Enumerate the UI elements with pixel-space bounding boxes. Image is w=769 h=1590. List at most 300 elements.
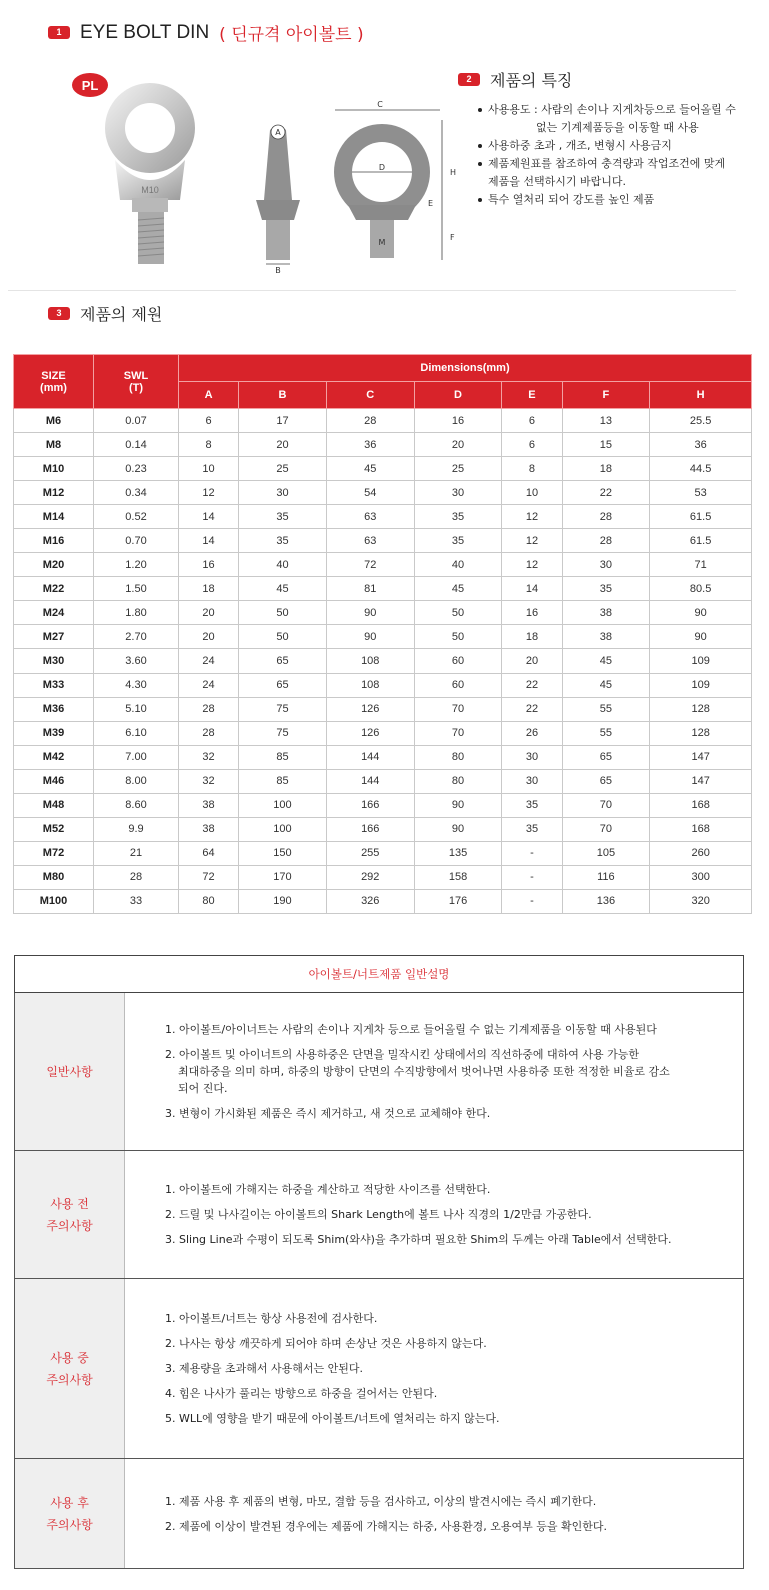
value-cell: 168 — [650, 793, 752, 817]
value-cell: 63 — [326, 529, 414, 553]
label-a: A — [275, 128, 281, 137]
value-cell: 6 — [179, 409, 239, 433]
value-cell: 8 — [179, 433, 239, 457]
value-cell: 25.5 — [650, 409, 752, 433]
value-cell: 14 — [179, 505, 239, 529]
value-cell: 147 — [650, 745, 752, 769]
value-cell: 28 — [326, 409, 414, 433]
value-cell: 63 — [326, 505, 414, 529]
value-cell: 126 — [326, 721, 414, 745]
value-cell: 126 — [326, 697, 414, 721]
size-cell: M14 — [14, 505, 94, 529]
value-cell: 80 — [414, 769, 502, 793]
table-row — [14, 697, 752, 721]
feature-item — [478, 191, 758, 209]
value-cell: 22 — [502, 697, 562, 721]
value-cell: 32 — [179, 745, 239, 769]
value-cell: 60 — [414, 673, 502, 697]
product-subtitle: ( 딘규격 아이볼트 ) — [219, 25, 364, 45]
feature-text: 제품제원표를 참조하여 충격량과 작업조건에 맞게 — [488, 157, 726, 170]
side-view-drawing — [256, 125, 300, 275]
value-cell: 166 — [326, 793, 414, 817]
value-cell: 128 — [650, 721, 752, 745]
features-heading: 제품의 특징 — [490, 71, 573, 90]
value-cell: 85 — [239, 769, 327, 793]
value-cell: 10 — [502, 481, 562, 505]
value-cell: 20 — [414, 433, 502, 457]
value-cell: 21 — [94, 841, 179, 865]
dim-col-e: E — [502, 382, 562, 409]
general-section-row — [15, 993, 744, 1151]
value-cell: 100 — [239, 793, 327, 817]
value-cell: 4.30 — [94, 673, 179, 697]
size-cell: M48 — [14, 793, 94, 817]
value-cell: 128 — [650, 697, 752, 721]
value-cell: 108 — [326, 649, 414, 673]
section-2-title — [458, 68, 572, 91]
item-line: 최대하중을 의미 하며, 하중의 방향이 단면의 수직방향에서 벗어나면 사용하중 또한 적정한 비율로 감소 — [178, 1065, 670, 1078]
value-cell: 54 — [326, 481, 414, 505]
value-cell: 158 — [414, 865, 502, 889]
value-cell: 50 — [239, 601, 327, 625]
item-line: 3. 변형이 가시화된 제품은 즉시 제거하고, 새 것으로 교체해야 한다. — [165, 1107, 491, 1120]
value-cell: 36 — [326, 433, 414, 457]
section-label-line: 사용 중 — [50, 1350, 89, 1365]
value-cell: 1.50 — [94, 577, 179, 601]
value-cell: 72 — [179, 865, 239, 889]
value-cell: 85 — [239, 745, 327, 769]
value-cell: 90 — [326, 625, 414, 649]
value-cell: 30 — [562, 553, 650, 577]
value-cell: 8.00 — [94, 769, 179, 793]
value-cell: 70 — [414, 721, 502, 745]
item-line: 되어 진다. — [178, 1082, 228, 1095]
dim-col-f: F — [562, 382, 650, 409]
item-line: 1. 아이볼트/너트는 항상 사용전에 검사한다. — [165, 1312, 378, 1325]
swl-header: SWL (T) — [94, 355, 179, 409]
value-cell: 12 — [502, 505, 562, 529]
size-cell: M72 — [14, 841, 94, 865]
value-cell: 0.23 — [94, 457, 179, 481]
value-cell: 15 — [562, 433, 650, 457]
table-row — [14, 529, 752, 553]
value-cell: 100 — [239, 817, 327, 841]
dim-col-b: B — [239, 382, 327, 409]
label-b: B — [275, 266, 281, 275]
value-cell: 35 — [562, 577, 650, 601]
general-section-row — [15, 1151, 744, 1279]
list-item — [165, 1335, 733, 1352]
value-cell: 45 — [562, 673, 650, 697]
value-cell: 28 — [179, 697, 239, 721]
value-cell: 166 — [326, 817, 414, 841]
label-e: E — [428, 199, 434, 208]
value-cell: 80.5 — [650, 577, 752, 601]
value-cell: 8.60 — [94, 793, 179, 817]
general-section-row — [15, 1279, 744, 1459]
value-cell: 90 — [414, 793, 502, 817]
value-cell: 22 — [562, 481, 650, 505]
general-section-label — [15, 1151, 125, 1279]
table-row — [14, 889, 752, 913]
section-label-line: 일반사항 — [46, 1064, 93, 1079]
value-cell: 90 — [326, 601, 414, 625]
value-cell: 18 — [562, 457, 650, 481]
value-cell: 14 — [179, 529, 239, 553]
value-cell: 30 — [414, 481, 502, 505]
value-cell: 18 — [179, 577, 239, 601]
table-row — [14, 601, 752, 625]
value-cell: 26 — [502, 721, 562, 745]
value-cell: 13 — [562, 409, 650, 433]
value-cell: 0.70 — [94, 529, 179, 553]
value-cell: 35 — [414, 505, 502, 529]
list-item — [165, 1410, 733, 1427]
value-cell: 12 — [502, 553, 562, 577]
table-row — [14, 457, 752, 481]
value-cell: 45 — [414, 577, 502, 601]
size-header: SIZE (mm) — [14, 355, 94, 409]
general-section-body — [125, 1151, 744, 1279]
value-cell: 53 — [650, 481, 752, 505]
value-cell: 65 — [562, 745, 650, 769]
eye-bolt-drawing — [60, 60, 460, 280]
item-line: 3. 제용량을 초과해서 사용해서는 안된다. — [165, 1362, 363, 1375]
size-cell: M42 — [14, 745, 94, 769]
size-cell: M24 — [14, 601, 94, 625]
list-item — [165, 1021, 733, 1038]
value-cell: 40 — [414, 553, 502, 577]
value-cell: 20 — [179, 601, 239, 625]
size-cell: M80 — [14, 865, 94, 889]
value-cell: 144 — [326, 745, 414, 769]
value-cell: 28 — [179, 721, 239, 745]
value-cell: 65 — [239, 649, 327, 673]
section-1-title — [48, 20, 364, 45]
size-cell: M27 — [14, 625, 94, 649]
label-f: F — [450, 233, 455, 242]
section-label-line: 주의사항 — [46, 1372, 93, 1387]
pl-logo — [72, 73, 108, 97]
item-line: 1. 아이볼트에 가해지는 하중을 계산하고 적당한 사이즈를 선택한다. — [165, 1183, 491, 1196]
value-cell: 10 — [179, 457, 239, 481]
value-cell: 255 — [326, 841, 414, 865]
value-cell: 35 — [239, 505, 327, 529]
value-cell: 65 — [239, 673, 327, 697]
value-cell: 55 — [562, 721, 650, 745]
value-cell: 45 — [326, 457, 414, 481]
value-cell: 20 — [179, 625, 239, 649]
value-cell: 6 — [502, 433, 562, 457]
value-cell: 35 — [502, 817, 562, 841]
general-info-title: 아이볼트/너트제품 일반설명 — [15, 956, 744, 993]
list-item — [165, 1385, 733, 1402]
value-cell: 38 — [562, 601, 650, 625]
general-section-body — [125, 1279, 744, 1459]
table-row — [14, 649, 752, 673]
value-cell: 75 — [239, 721, 327, 745]
value-cell: 12 — [502, 529, 562, 553]
value-cell: 36 — [650, 433, 752, 457]
general-section-body — [125, 993, 744, 1151]
value-cell: 0.34 — [94, 481, 179, 505]
front-view-drawing — [334, 100, 456, 260]
size-cell: M12 — [14, 481, 94, 505]
value-cell: 6.10 — [94, 721, 179, 745]
value-cell: 33 — [94, 889, 179, 913]
value-cell: 260 — [650, 841, 752, 865]
size-cell: M33 — [14, 673, 94, 697]
value-cell: 28 — [562, 505, 650, 529]
value-cell: 105 — [562, 841, 650, 865]
value-cell: 136 — [562, 889, 650, 913]
list-item — [165, 1360, 733, 1377]
value-cell: 45 — [562, 649, 650, 673]
value-cell: 30 — [502, 769, 562, 793]
value-cell: 90 — [414, 817, 502, 841]
spec-table — [13, 354, 752, 914]
value-cell: 28 — [94, 865, 179, 889]
bolt-mark-text: M10 — [141, 185, 159, 195]
value-cell: 24 — [179, 673, 239, 697]
value-cell: 108 — [326, 673, 414, 697]
value-cell: 16 — [414, 409, 502, 433]
item-line: 2. 제품에 이상이 발견된 경우에는 제품에 가해지는 하중, 사용환경, 오용여부 등을 확인한다. — [165, 1519, 607, 1533]
value-cell: 38 — [179, 817, 239, 841]
value-cell: 144 — [326, 769, 414, 793]
value-cell: 50 — [414, 625, 502, 649]
size-cell: M10 — [14, 457, 94, 481]
dim-col-d: D — [414, 382, 502, 409]
value-cell: 5.10 — [94, 697, 179, 721]
value-cell: 8 — [502, 457, 562, 481]
divider — [8, 290, 736, 291]
value-cell: 0.07 — [94, 409, 179, 433]
size-cell: M46 — [14, 769, 94, 793]
table-row — [14, 673, 752, 697]
dimensions-header: Dimensions(mm) — [179, 355, 752, 382]
value-cell: 32 — [179, 769, 239, 793]
value-cell: 72 — [326, 553, 414, 577]
dim-col-a: A — [179, 382, 239, 409]
product-title: EYE BOLT DIN — [80, 21, 210, 43]
item-line: 2. 드릴 및 나사길이는 아이볼트의 Shark Length에 볼트 나사 직경의 1/2만큼 가공한다. — [165, 1208, 592, 1221]
feature-item — [478, 101, 758, 137]
spec-heading: 제품의 제원 — [80, 305, 163, 324]
section-label-line: 사용 후 — [50, 1495, 89, 1510]
general-section-row — [15, 1459, 744, 1569]
general-section-label — [15, 1279, 125, 1459]
value-cell: 9.9 — [94, 817, 179, 841]
value-cell: 64 — [179, 841, 239, 865]
table-row — [14, 841, 752, 865]
value-cell: 0.52 — [94, 505, 179, 529]
value-cell: 24 — [179, 649, 239, 673]
feature-text: 사용하중 초과 , 개조, 변형시 사용금지 — [488, 139, 672, 152]
feature-item — [478, 137, 758, 155]
value-cell: 45 — [239, 577, 327, 601]
value-cell: 0.14 — [94, 433, 179, 457]
value-cell: 12 — [179, 481, 239, 505]
value-cell: 50 — [414, 601, 502, 625]
table-row — [14, 481, 752, 505]
table-row — [14, 721, 752, 745]
section-label-line: 사용 전 — [50, 1196, 89, 1211]
value-cell: 90 — [650, 601, 752, 625]
value-cell: 1.20 — [94, 553, 179, 577]
value-cell: - — [502, 889, 562, 913]
table-row — [14, 577, 752, 601]
value-cell: 55 — [562, 697, 650, 721]
size-cell: M22 — [14, 577, 94, 601]
table-row — [14, 793, 752, 817]
table-row — [14, 553, 752, 577]
table-row — [14, 505, 752, 529]
feature-text-cont: 없는 기계제품등을 이동할 때 사용 — [536, 121, 699, 134]
label-h: H — [450, 168, 457, 177]
value-cell: 30 — [502, 745, 562, 769]
value-cell: 70 — [414, 697, 502, 721]
value-cell: 17 — [239, 409, 327, 433]
table-row — [14, 769, 752, 793]
value-cell: 70 — [562, 793, 650, 817]
size-cell: M20 — [14, 553, 94, 577]
feature-item — [478, 155, 758, 191]
value-cell: 190 — [239, 889, 327, 913]
table-row — [14, 409, 752, 433]
value-cell: 80 — [179, 889, 239, 913]
value-cell: 90 — [650, 625, 752, 649]
list-item — [165, 1046, 733, 1097]
value-cell: 116 — [562, 865, 650, 889]
value-cell: 7.00 — [94, 745, 179, 769]
value-cell: 25 — [239, 457, 327, 481]
feature-text: 사용용도 : 사람의 손이나 지게차등으로 들어올릴 수 — [488, 103, 736, 116]
item-line: 2. 나사는 항상 깨끗하게 되어야 하며 손상난 것은 사용하지 않는다. — [165, 1337, 487, 1350]
value-cell: 18 — [502, 625, 562, 649]
value-cell: 2.70 — [94, 625, 179, 649]
value-cell: 35 — [414, 529, 502, 553]
value-cell: 168 — [650, 817, 752, 841]
value-cell: 61.5 — [650, 505, 752, 529]
section-2-badge: 2 — [458, 73, 480, 86]
value-cell: 75 — [239, 697, 327, 721]
list-item — [165, 1231, 733, 1248]
table-row — [14, 745, 752, 769]
item-line: 1. 제품 사용 후 제품의 변형, 마모, 결함 등을 검사하고, 이상의 발견시에는 즉시 폐기한다. — [165, 1494, 597, 1508]
value-cell: 35 — [502, 793, 562, 817]
feature-list — [478, 101, 758, 209]
general-info-table — [14, 955, 744, 1569]
value-cell: 14 — [502, 577, 562, 601]
table-row — [14, 433, 752, 457]
general-section-label — [15, 993, 125, 1151]
label-c: C — [377, 100, 383, 109]
value-cell: 150 — [239, 841, 327, 865]
table-row — [14, 817, 752, 841]
value-cell: 109 — [650, 649, 752, 673]
section-1-badge: 1 — [48, 26, 70, 39]
value-cell: 61.5 — [650, 529, 752, 553]
size-cell: M16 — [14, 529, 94, 553]
item-line: 2. 아이볼트 및 아이너트의 사용하중은 단면을 밀작시킨 상태에서의 직선하중에 대하여 사용 가능한 — [165, 1048, 639, 1061]
list-item — [165, 1518, 733, 1535]
value-cell: 320 — [650, 889, 752, 913]
dim-col-c: C — [326, 382, 414, 409]
item-line: 3. Sling Line과 수평이 되도록 Shim(와샤)을 추가하며 필요한 Shim의 두께는 아래 Table에서 선택한다. — [165, 1233, 672, 1246]
eye-bolt-photo — [105, 83, 195, 264]
value-cell: 44.5 — [650, 457, 752, 481]
value-cell: 170 — [239, 865, 327, 889]
label-m: M — [378, 238, 386, 247]
value-cell: 292 — [326, 865, 414, 889]
value-cell: 6 — [502, 409, 562, 433]
value-cell: 38 — [562, 625, 650, 649]
value-cell: 81 — [326, 577, 414, 601]
table-row — [14, 625, 752, 649]
value-cell: 20 — [502, 649, 562, 673]
size-cell: M100 — [14, 889, 94, 913]
section-label-line: 주의사항 — [46, 1218, 93, 1233]
feature-text-cont: 제품을 선택하시기 바랍니다. — [488, 175, 627, 188]
value-cell: - — [502, 841, 562, 865]
item-line: 1. 아이볼트/아이너트는 사람의 손이나 지게차 등으로 들어올릴 수 없는 기계제품을 이동할 때 사용된다 — [165, 1023, 657, 1036]
value-cell: 3.60 — [94, 649, 179, 673]
section-label-line: 주의사항 — [46, 1517, 93, 1532]
value-cell: 109 — [650, 673, 752, 697]
general-section-label — [15, 1459, 125, 1569]
size-cell: M8 — [14, 433, 94, 457]
value-cell: 80 — [414, 745, 502, 769]
table-row — [14, 865, 752, 889]
value-cell: 70 — [562, 817, 650, 841]
value-cell: 1.80 — [94, 601, 179, 625]
general-section-body — [125, 1459, 744, 1569]
list-item — [165, 1181, 733, 1198]
value-cell: 147 — [650, 769, 752, 793]
value-cell: 16 — [502, 601, 562, 625]
list-item — [165, 1310, 733, 1327]
value-cell: 50 — [239, 625, 327, 649]
size-cell: M6 — [14, 409, 94, 433]
value-cell: 35 — [239, 529, 327, 553]
value-cell: 28 — [562, 529, 650, 553]
size-cell: M52 — [14, 817, 94, 841]
value-cell: 176 — [414, 889, 502, 913]
label-d: D — [378, 163, 386, 172]
value-cell: 16 — [179, 553, 239, 577]
value-cell: 30 — [239, 481, 327, 505]
value-cell: 20 — [239, 433, 327, 457]
value-cell: 38 — [179, 793, 239, 817]
size-cell: M30 — [14, 649, 94, 673]
item-line: 4. 힘은 나사가 풀리는 방향으로 하중을 걸어서는 안된다. — [165, 1387, 438, 1400]
value-cell: - — [502, 865, 562, 889]
value-cell: 71 — [650, 553, 752, 577]
dim-col-h: H — [650, 382, 752, 409]
value-cell: 22 — [502, 673, 562, 697]
size-cell: M36 — [14, 697, 94, 721]
item-line: 5. WLL에 영향을 받기 때문에 아이볼트/너트에 열처리는 하지 않는다. — [165, 1412, 500, 1425]
list-item — [165, 1105, 733, 1122]
feature-text: 특수 열처리 되어 강도를 높인 제품 — [488, 193, 655, 206]
list-item — [165, 1493, 733, 1510]
section-3-badge: 3 — [48, 307, 70, 320]
value-cell: 300 — [650, 865, 752, 889]
value-cell: 40 — [239, 553, 327, 577]
size-cell: M39 — [14, 721, 94, 745]
value-cell: 25 — [414, 457, 502, 481]
